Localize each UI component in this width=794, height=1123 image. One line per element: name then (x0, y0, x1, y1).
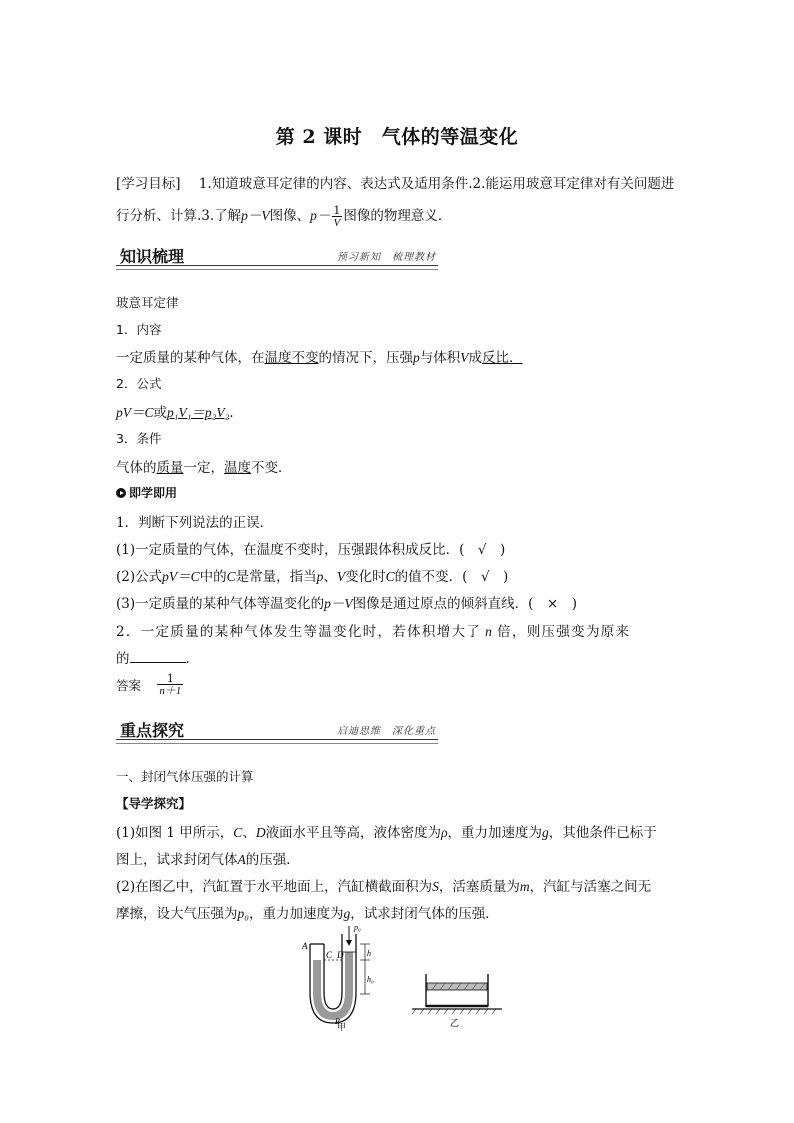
cylinder-diagram (412, 974, 502, 1028)
objectives-line-1: [学习目标] 1.知道玻意耳定律的内容、表达式及适用条件.2.能运用玻意耳定律对有关问题进 (116, 176, 675, 192)
practice-heading: 即学即用 (116, 484, 177, 501)
law-condition: 气体的质量一定，温度不变． (116, 460, 292, 476)
section-header-knowledge (116, 244, 438, 270)
answer-line: 答案 $\frac{1}{n+1}$ (116, 672, 182, 697)
section-divider (116, 265, 438, 270)
figure-1 (300, 922, 520, 1032)
section-divider (116, 739, 438, 744)
objectives-line-2: 行分析、计算.3.了解p－V图像、p－ $\frac{1}{V}$ 图像的物理意义． (116, 203, 452, 229)
explore-p1-line1: (1)如图 1 甲所示，C、D液面水平且等高，液体密度为ρ，重力加速度为g，其他条件已标于 (116, 825, 657, 841)
section-title: 重点探究 (120, 721, 185, 740)
label-p0: p₀ (354, 923, 361, 932)
practice-s3: (3)一定质量的某种气体等温变化的p－V图像是通过原点的倾斜直线．( × ) (116, 596, 577, 612)
answer-blank (130, 650, 186, 663)
law-content: 一定质量的某种气体，在温度不变的情况下，压强p与体积V成反比． (116, 350, 523, 366)
label-h: h (367, 949, 371, 958)
law-item-3: 3．条件 (116, 431, 162, 446)
page-title: 第 2 课时 气体的等温变化 (275, 126, 519, 148)
law-item-2: 2．公式 (116, 376, 162, 391)
label-h0: h₀ (367, 975, 374, 984)
u-tube-diagram (301, 923, 374, 1032)
section-title: 知识梳理 (120, 247, 185, 266)
explore-p2-line2: 摩擦，设大气压强为p₀，重力加速度为g，试求封闭气体的压强． (116, 906, 499, 922)
objectives-label: [学习目标] (116, 176, 181, 192)
caption-yi: 乙 (450, 1018, 460, 1028)
practice-s2: (2)公式pV＝C中的C是常量，指当p、V变化时C的值不变．( √ ) (116, 569, 509, 585)
label-d: D (337, 950, 344, 960)
explore-p2-line1: (2)在图乙中，汽缸置于水平地面上，汽缸横截面积为S，活塞质量为m，汽缸与活塞之间无 (116, 879, 652, 895)
explore-heading: 一、封闭气体压强的计算 (116, 769, 254, 784)
answer-fraction: $\frac{1}{n+1}$ (159, 672, 182, 697)
play-circle-icon (116, 488, 126, 498)
practice-q1: 1．判断下列说法的正误． (116, 515, 274, 531)
law-formula: pV＝C或p₁V₁＝p₂V₂. (116, 405, 234, 421)
section-subtitle: 预习新知 梳理教材 (337, 252, 436, 263)
section-header-focus (116, 718, 438, 744)
explore-guide: 【导学探究】 (116, 796, 192, 811)
label-c: C (326, 950, 333, 960)
practice-s1: (1)一定质量的气体，在温度不变时，压强跟体积成反比．( √ ) (116, 542, 506, 558)
law-item-1: 1．内容 (116, 322, 162, 337)
label-a: A (302, 941, 308, 951)
section-subtitle: 启迪思维 深化重点 (337, 726, 436, 737)
caption-jia: 甲 (337, 1022, 347, 1032)
practice-q2-line2: 的 ． (116, 651, 199, 667)
fraction-1-over-v: $\frac{1}{V}$ (333, 203, 341, 229)
law-heading: 玻意耳定律 (116, 295, 179, 310)
label-b: B (335, 1017, 340, 1026)
practice-q2-line1: 2．一定质量的某种气体发生等温变化时，若体积增大了 n 倍，则压强变为原来 (116, 624, 631, 640)
explore-p1-line2: 图上，试求封闭气体A的压强． (116, 852, 300, 868)
